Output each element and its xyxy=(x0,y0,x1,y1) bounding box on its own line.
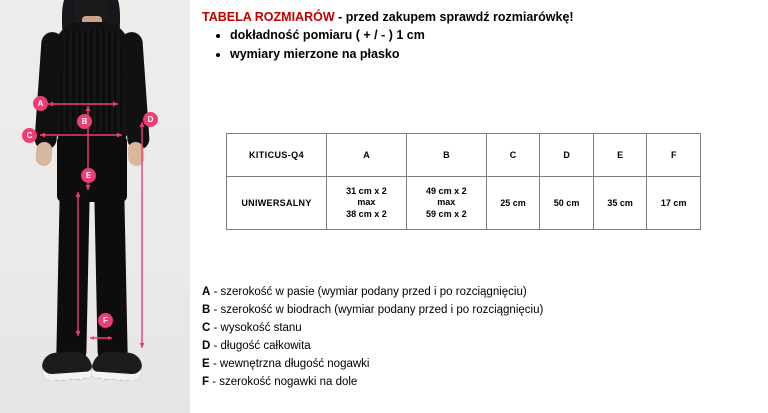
legend-text-b: - szerokość w biodrach (wymiar podany przed i po rozciągnięciu) xyxy=(210,304,544,316)
measure-badge-f: F xyxy=(98,313,113,328)
legend-item-e xyxy=(202,358,762,370)
measure-badge-c: C xyxy=(22,128,37,143)
content-panel xyxy=(198,0,768,413)
table-header-e: E xyxy=(593,134,647,177)
notes-list xyxy=(212,28,425,66)
table-cell-a: 31 cm x 2 max 38 cm x 2 xyxy=(327,177,407,230)
legend-key-a: A xyxy=(202,286,211,298)
table-header-f: F xyxy=(647,134,701,177)
legend-key-b: B xyxy=(202,304,211,316)
table-cell-d: 50 cm xyxy=(540,177,594,230)
table-cell-c: 25 cm xyxy=(486,177,540,230)
table-header-c: C xyxy=(486,134,540,177)
measure-badge-b: B xyxy=(77,114,92,129)
list-item: • dokładność pomiaru ( + / - ) 1 cm xyxy=(230,28,425,42)
table-header-d: D xyxy=(540,134,594,177)
legend-item-f xyxy=(202,376,762,388)
model-photo xyxy=(0,0,190,413)
page-title xyxy=(202,10,574,24)
table-header-a: A xyxy=(327,134,407,177)
legend-key-f: F xyxy=(202,376,210,388)
legend-item-b xyxy=(202,304,762,316)
legend-text-d: - długość całkowita xyxy=(210,340,311,352)
table-cell-e: 35 cm xyxy=(593,177,647,230)
table-row xyxy=(227,177,701,230)
table-header-b: B xyxy=(406,134,486,177)
legend xyxy=(202,286,762,394)
legend-text-c: - wysokość stanu xyxy=(210,322,302,334)
table-header-row xyxy=(227,134,701,177)
measurement-overlay-icon xyxy=(0,0,190,413)
legend-item-d xyxy=(202,340,762,352)
legend-text-e: - wewnętrzna długość nogawki xyxy=(209,358,370,370)
table-cell-f: 17 cm xyxy=(647,177,701,230)
legend-key-d: D xyxy=(202,340,211,352)
measure-badge-a: A xyxy=(33,96,48,111)
legend-key-c: C xyxy=(202,322,211,334)
legend-text-f: - szerokość nogawki na dole xyxy=(209,376,358,388)
page-title-emphasis: TABELA ROZMIARÓW xyxy=(202,10,335,24)
legend-item-a xyxy=(202,286,762,298)
size-table xyxy=(226,133,701,230)
list-item: • wymiary mierzone na płasko xyxy=(230,47,425,61)
page-title-rest: - przed zakupem sprawdź rozmiarówkę! xyxy=(334,10,574,24)
legend-text-a: - szerokość w pasie (wymiar podany przed i po rozciągnięciu) xyxy=(210,286,527,298)
measure-badge-e: E xyxy=(81,168,96,183)
table-header-code: KITICUS-Q4 xyxy=(227,134,327,177)
table-row-size-name: UNIWERSALNY xyxy=(227,177,327,230)
legend-item-c xyxy=(202,322,762,334)
table-cell-b: 49 cm x 2 max 59 cm x 2 xyxy=(406,177,486,230)
measure-badge-d: D xyxy=(143,112,158,127)
legend-key-e: E xyxy=(202,358,210,370)
